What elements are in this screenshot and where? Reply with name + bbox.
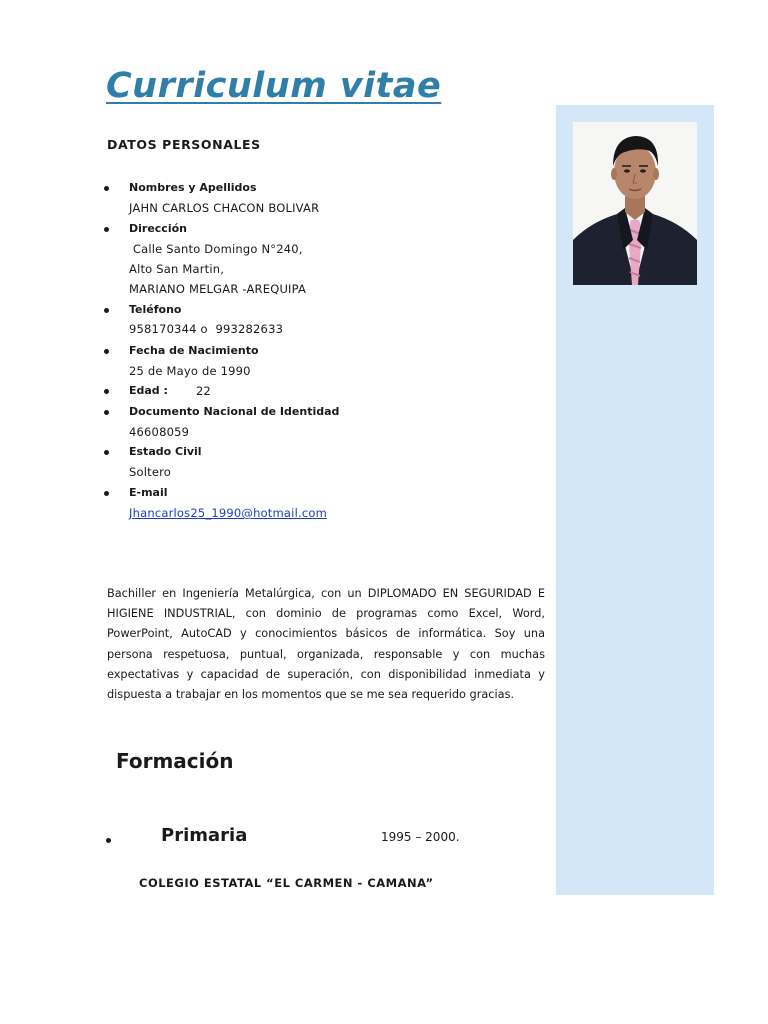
address-label: Dirección — [129, 222, 187, 235]
address-line-2: Alto San Martin, — [129, 262, 225, 276]
bullet-icon — [104, 349, 109, 354]
age-value: 22 — [196, 384, 211, 398]
phone-label: Teléfono — [129, 303, 182, 316]
section-heading-education: Formación — [116, 749, 234, 773]
email-link[interactable]: Jhancarlos25_1990@hotmail.com — [129, 506, 327, 520]
bullet-icon — [104, 389, 109, 394]
birth-value: 25 de Mayo de 1990 — [129, 364, 251, 378]
name-label: Nombres y Apellidos — [129, 181, 257, 194]
email-label: E-mail — [129, 486, 168, 499]
dni-value: 46608059 — [129, 425, 190, 439]
bullet-icon — [104, 450, 109, 455]
bullet-icon — [104, 227, 109, 232]
dni-label: Documento Nacional de Identidad — [129, 405, 340, 418]
bullet-icon — [104, 410, 109, 415]
education-school: COLEGIO ESTATAL “EL CARMEN - CAMANA” — [139, 876, 434, 890]
document-title: Curriculum vitae — [106, 66, 442, 106]
section-heading-personal: DATOS PERSONALES — [107, 137, 261, 152]
civil-status-value: Soltero — [129, 465, 172, 479]
bullet-icon — [106, 838, 111, 843]
education-years: 1995 – 2000. — [381, 830, 460, 844]
address-line-3: MARIANO MELGAR -AREQUIPA — [129, 282, 307, 296]
profile-photo — [573, 122, 697, 285]
age-label: Edad : — [129, 384, 168, 397]
address-line-1: Calle Santo Domingo N°240, — [129, 242, 303, 256]
birth-label: Fecha de Nacimiento — [129, 344, 259, 357]
phone-value: 958170344 o 993282633 — [129, 322, 284, 336]
bullet-icon — [104, 491, 109, 496]
bullet-icon — [104, 308, 109, 313]
bullet-icon — [104, 186, 109, 191]
civil-status-label: Estado Civil — [129, 445, 202, 458]
profile-summary: Bachiller en Ingeniería Metalúrgica, con un DIPLOMADO EN SEGURIDAD E HIGIENE INDUSTRIAL, con dominio de programas como Excel, Word, PowerPoint, AutoCAD y conocimientos básicos de informática. Soy una persona respetuosa, puntual, organizada, responsable y con muchas expectativas y capacidad de superación, con disponibilidad inmediata y dispuesta a trabajar en los momentos que se me sea requerido gracias. — [107, 587, 545, 702]
name-value: JAHN CARLOS CHACON BOLIVAR — [129, 201, 320, 215]
education-level: Primaria — [161, 825, 248, 846]
